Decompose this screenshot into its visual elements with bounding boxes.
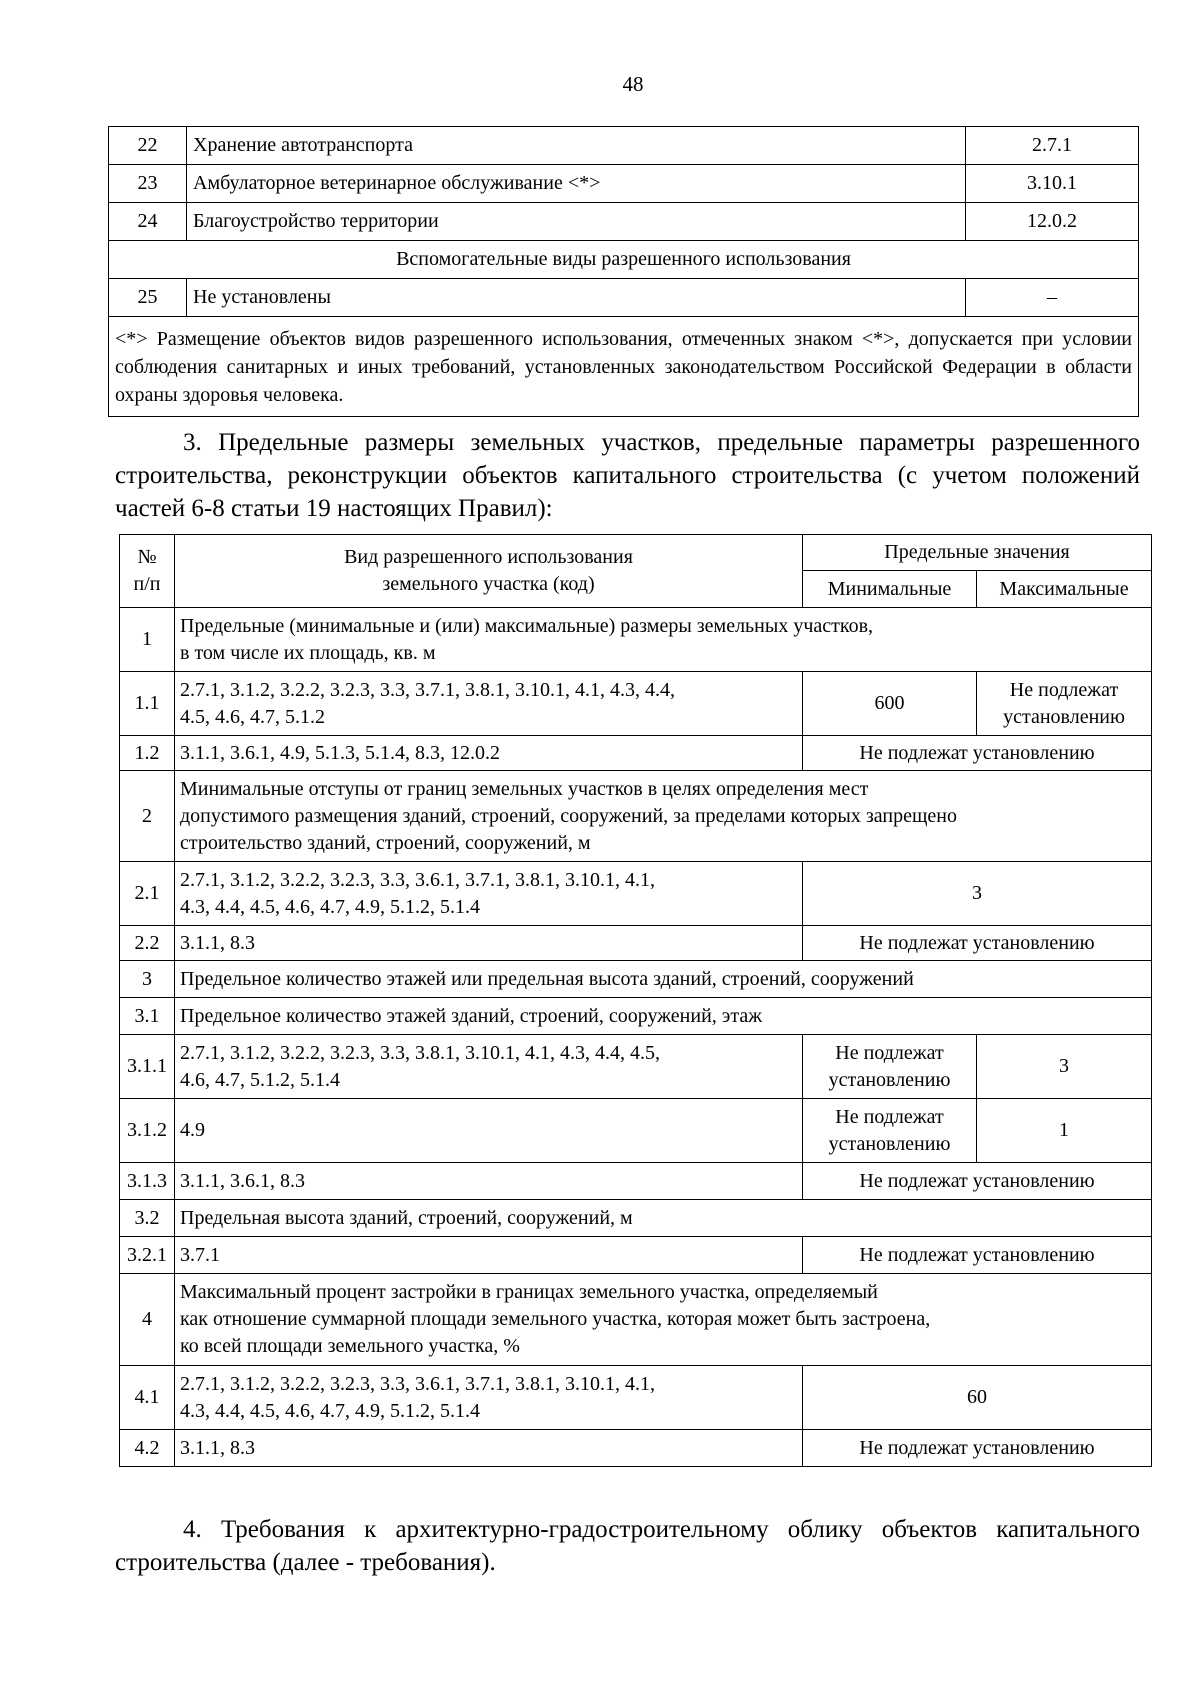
use-name: Хранение автотранспорта: [187, 127, 966, 165]
row-number: 22: [109, 127, 187, 165]
header-limits: Предельные значения: [803, 535, 1152, 571]
permitted-uses-table: [108, 126, 1139, 417]
table-row: [109, 203, 1139, 241]
section-4-text: 4. Требования к архитектурно-градостроительному облику объектов капитального строительства (далее - требования).: [115, 1516, 1140, 1576]
note-row: [109, 317, 1139, 417]
header-row: [120, 535, 1152, 571]
row-number: 3.1.1: [120, 1035, 175, 1099]
row-number: 4.1: [120, 1366, 175, 1430]
section-3-text: 3. Предельные размеры земельных участков, предельные параметры разрешенного строительства, реконструкции объектов капитального строительства (с учетом положений частей 6-8 статьи 19 настоящих Правил):: [115, 429, 1140, 522]
page-number: 48: [622, 72, 644, 96]
limits-table: [119, 534, 1152, 1467]
table-row: [120, 608, 1152, 672]
header-num: № п/п: [120, 535, 175, 608]
limit-value: Не подлежат установлению: [803, 1163, 1152, 1200]
limit-value: 3: [803, 862, 1152, 926]
table-row: [120, 961, 1152, 998]
section-3-paragraph: [115, 426, 1140, 525]
section-title: Предельные (минимальные и (или) максимальные) размеры земельных участков, в том числе их площадь, кв. м: [175, 608, 1152, 672]
section-title: Предельное количество этажей зданий, строений, сооружений, этаж: [175, 998, 1152, 1035]
section-title: Предельная высота зданий, строений, сооружений, м: [175, 1200, 1152, 1237]
table-row: [120, 736, 1152, 771]
use-codes: 4.9: [175, 1099, 803, 1163]
limit-value: Не подлежат установлению: [803, 1430, 1152, 1467]
max-value: 1: [977, 1099, 1152, 1163]
footnote: <*> Размещение объектов видов разрешенного использования, отмеченных знаком <*>, допускается при условии соблюдения санитарных и иных требований, установленных законодательством Российской Федерации в области охраны здоровья человека.: [109, 317, 1139, 417]
section-title: Минимальные отступы от границ земельных участков в целях определения мест допустимого размещения зданий, строений, сооружений, за пределами которых запрещено строительство зданий, строений, сооружений, м: [175, 771, 1152, 862]
table-row: [120, 1430, 1152, 1467]
use-codes: 2.7.1, 3.1.2, 3.2.2, 3.2.3, 3.3, 3.6.1, 3.7.1, 3.8.1, 3.10.1, 4.1, 4.3, 4.4, 4.5, 4.6, 4.7, 4.9, 5.1.2, 5.1.4: [175, 1366, 803, 1430]
use-codes: 2.7.1, 3.1.2, 3.2.2, 3.2.3, 3.3, 3.6.1, 3.7.1, 3.8.1, 3.10.1, 4.1, 4.3, 4.4, 4.5, 4.6, 4.7, 4.9, 5.1.2, 5.1.4: [175, 862, 803, 926]
row-number: 3.2: [120, 1200, 175, 1237]
table-row: [120, 1099, 1152, 1163]
row-number: 1.2: [120, 736, 175, 771]
use-name: Благоустройство территории: [187, 203, 966, 241]
use-codes: 3.1.1, 3.6.1, 4.9, 5.1.3, 5.1.4, 8.3, 12.0.2: [175, 736, 803, 771]
row-number: 24: [109, 203, 187, 241]
row-number: 3.1.3: [120, 1163, 175, 1200]
row-number: 1.1: [120, 672, 175, 736]
section-title: Предельное количество этажей или предельная высота зданий, строений, сооружений: [175, 961, 1152, 998]
row-number: 3.1.2: [120, 1099, 175, 1163]
table-row: [120, 1163, 1152, 1200]
row-number: 1: [120, 608, 175, 672]
row-number: 4.2: [120, 1430, 175, 1467]
section-header-row: [109, 241, 1139, 279]
table-row: [109, 127, 1139, 165]
row-number: 2.1: [120, 862, 175, 926]
row-number: 4: [120, 1274, 175, 1366]
use-codes: 2.7.1, 3.1.2, 3.2.2, 3.2.3, 3.3, 3.7.1, 3.8.1, 3.10.1, 4.1, 4.3, 4.4, 4.5, 4.6, 4.7, 5.1.2: [175, 672, 803, 736]
use-codes: 3.1.1, 8.3: [175, 1430, 803, 1467]
min-value: Не подлежат установлению: [803, 1099, 977, 1163]
use-name: Не установлены: [187, 279, 966, 317]
row-number: 2: [120, 771, 175, 862]
table-row: [120, 672, 1152, 736]
section-4-paragraph: [115, 1513, 1140, 1579]
table-row: [109, 165, 1139, 203]
table-row: [120, 1035, 1152, 1099]
table-row: [120, 1200, 1152, 1237]
table-row: [120, 1237, 1152, 1274]
row-number: 25: [109, 279, 187, 317]
use-code: –: [966, 279, 1139, 317]
limit-value: Не подлежат установлению: [803, 926, 1152, 961]
use-code: 2.7.1: [966, 127, 1139, 165]
table-row: [120, 1366, 1152, 1430]
header-min: Минимальные: [803, 571, 977, 608]
max-value: Не подлежат установлению: [977, 672, 1152, 736]
row-number: 23: [109, 165, 187, 203]
section-title: Максимальный процент застройки в границах земельного участка, определяемый как отношение суммарной площади земельного участка, которая может быть застроена, ко всей площади земельного участка, %: [175, 1274, 1152, 1366]
table-row: [120, 1274, 1152, 1366]
use-name: Амбулаторное ветеринарное обслуживание <*>: [187, 165, 966, 203]
table-row: [109, 279, 1139, 317]
table-row: [120, 771, 1152, 862]
limit-value: Не подлежат установлению: [803, 1237, 1152, 1274]
use-code: 12.0.2: [966, 203, 1139, 241]
table-row: [120, 998, 1152, 1035]
table-row: [120, 862, 1152, 926]
row-number: 2.2: [120, 926, 175, 961]
aux-uses-header: Вспомогательные виды разрешенного использования: [109, 241, 1139, 279]
row-number: 3.1: [120, 998, 175, 1035]
max-value: 3: [977, 1035, 1152, 1099]
min-value: Не подлежат установлению: [803, 1035, 977, 1099]
table-row: [120, 926, 1152, 961]
use-codes: 3.7.1: [175, 1237, 803, 1274]
limit-value: Не подлежат установлению: [803, 736, 1152, 771]
row-number: 3.2.1: [120, 1237, 175, 1274]
use-codes: 3.1.1, 8.3: [175, 926, 803, 961]
use-code: 3.10.1: [966, 165, 1139, 203]
row-number: 3: [120, 961, 175, 998]
header-max: Максимальные: [977, 571, 1152, 608]
limit-value: 60: [803, 1366, 1152, 1430]
use-codes: 2.7.1, 3.1.2, 3.2.2, 3.2.3, 3.3, 3.8.1, 3.10.1, 4.1, 4.3, 4.4, 4.5, 4.6, 4.7, 5.1.2, 5.1.4: [175, 1035, 803, 1099]
use-codes: 3.1.1, 3.6.1, 8.3: [175, 1163, 803, 1200]
min-value: 600: [803, 672, 977, 736]
header-kind: Вид разрешенного использования земельного участка (код): [175, 535, 803, 608]
